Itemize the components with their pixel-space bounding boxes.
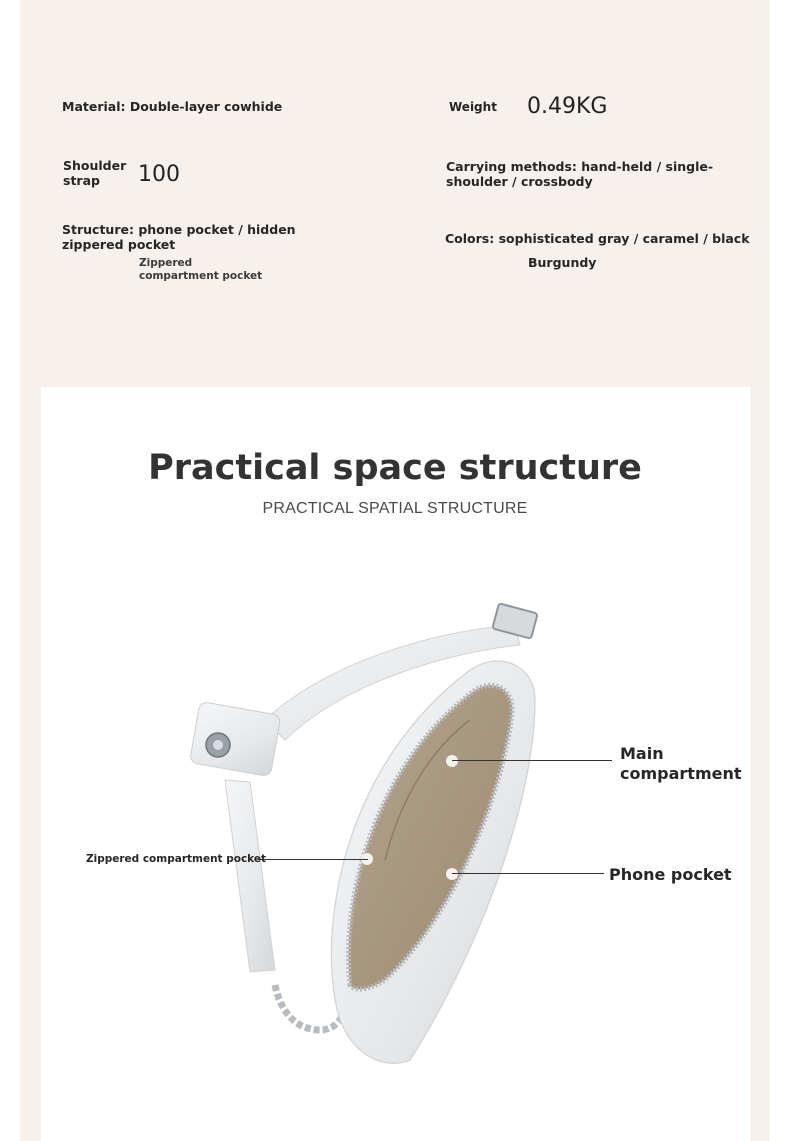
dot-phone — [446, 868, 458, 880]
spec-carrying-1: Carrying methods: hand-held / single- — [446, 159, 714, 174]
spec-weight-label: Weight — [449, 100, 497, 114]
spec-structure-sub-1: Zippered — [139, 257, 193, 269]
spec-colors: Colors: sophisticated gray / caramel / black — [445, 231, 750, 246]
spec-material: Material: Double-layer cowhide — [62, 99, 283, 114]
spec-structure-sub-2: compartment pocket — [139, 270, 263, 282]
callout-line-main — [452, 760, 612, 761]
spec-structure-2: zippered pocket — [62, 237, 176, 252]
section-subtitle: PRACTICAL SPATIAL STRUCTURE — [262, 500, 528, 517]
spec-shoulder-label-2: strap — [63, 173, 100, 188]
spec-structure-1: Structure: phone pocket / hidden — [62, 222, 296, 237]
spec-weight-value: 0.49KG — [527, 94, 608, 119]
callout-main-1: Main — [620, 744, 664, 763]
bag-illustration — [180, 590, 580, 1080]
section-title: Practical space structure — [148, 448, 642, 488]
callout-main-2: compartment — [620, 764, 742, 783]
spec-carrying-2: shoulder / crossbody — [446, 174, 593, 189]
callout-line-phone — [452, 873, 604, 874]
spec-colors-sub: Burgundy — [528, 255, 597, 270]
strap-tab — [189, 701, 281, 776]
callout-phone: Phone pocket — [609, 865, 732, 884]
dot-main — [446, 755, 458, 767]
spec-shoulder-label-1: Shoulder — [63, 158, 127, 173]
callout-zippered: Zippered compartment pocket — [86, 853, 267, 865]
spec-shoulder-value: 100 — [138, 162, 180, 187]
callout-line-zippered — [258, 859, 368, 860]
